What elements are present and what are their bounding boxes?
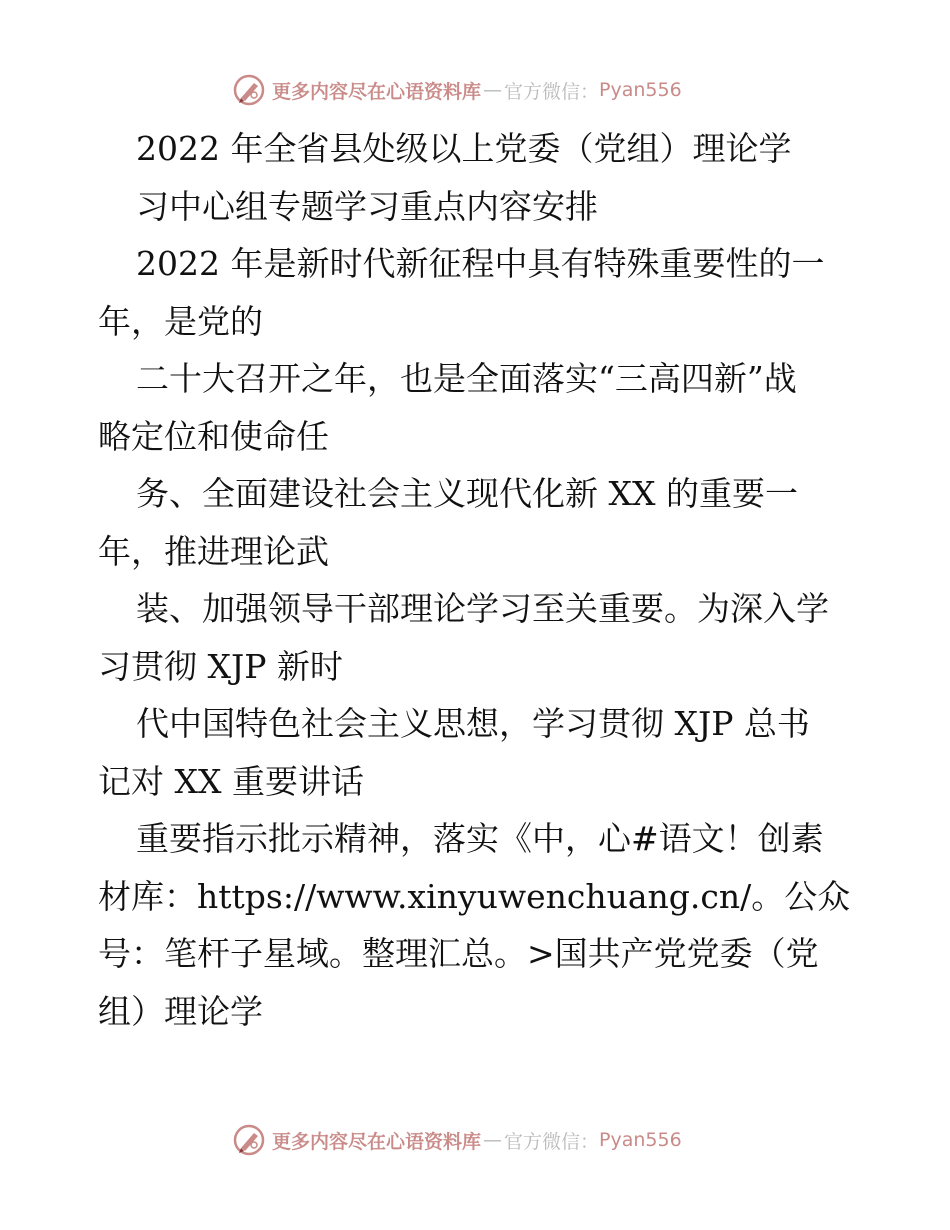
- paragraph-line: 重要指示批示精神，落实《中，心#语文！创素: [136, 819, 824, 858]
- official-wechat-label: 官方微信：: [504, 80, 600, 103]
- pen-logo-icon: [232, 73, 266, 107]
- paragraph-line: 材库：https://www.xinyuwenchuang.cn/。公众: [98, 876, 851, 916]
- document-body: [98, 120, 858, 1040]
- official-wechat-label: 官方微信：: [504, 1130, 600, 1153]
- footer-watermark-banner: [232, 1120, 682, 1160]
- paragraph-line: 2022 年是新时代新征程中具有特殊重要性的一: [136, 244, 825, 283]
- title-line-1: 2022 年全省县处级以上党委（党组）理论学: [136, 129, 792, 168]
- paragraph-line: 号：笔杆子星域。整理汇总。>国共产党党委（党: [98, 934, 819, 973]
- paragraph-line: 二十大召开之年，也是全面落实“三高四新”战: [136, 359, 797, 398]
- brand-text: 更多内容尽在心语资料库: [272, 1130, 482, 1153]
- paragraph-line: 年，推进理论武: [98, 531, 329, 571]
- paragraph-line: 略定位和使命任: [98, 416, 329, 456]
- paragraph-line: 记对 XX 重要讲话: [98, 761, 364, 801]
- paragraph-line: 组）理论学: [98, 991, 263, 1031]
- title-line-2: 习中心组专题学习重点内容安排: [136, 186, 598, 226]
- wechat-id: Pyan556: [599, 79, 682, 101]
- banner-dash: —: [483, 79, 503, 101]
- paragraph-line: 装、加强领导干部理论学习至关重要。为深入学: [136, 589, 829, 628]
- paragraph-line: 习贯彻 XJP 新时: [98, 646, 343, 686]
- paragraph-line: 务、全面建设社会主义现代化新 XX 的重要一: [136, 474, 798, 513]
- paragraph-line: 年，是党的: [98, 301, 263, 341]
- brand-text: 更多内容尽在心语资料库: [272, 80, 482, 103]
- banner-dash: —: [483, 1129, 503, 1151]
- header-watermark-banner: [232, 70, 682, 110]
- pen-logo-icon: [232, 1123, 266, 1157]
- paragraph-line: 代中国特色社会主义思想，学习贯彻 XJP 总书: [136, 704, 810, 743]
- wechat-id: Pyan556: [599, 1129, 682, 1151]
